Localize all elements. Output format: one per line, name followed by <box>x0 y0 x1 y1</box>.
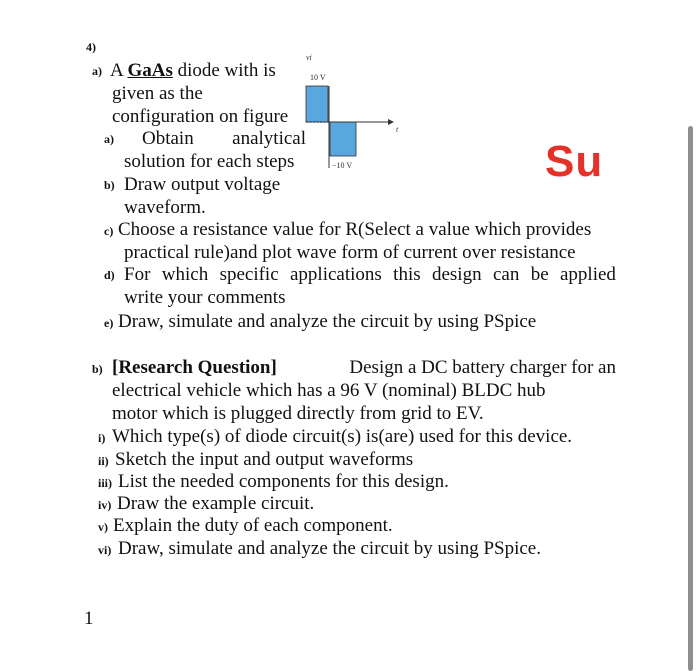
sub-d-word: be <box>530 264 549 285</box>
item-text-i: Which type(s) of diode circuit(s) is(are) used for this device. <box>112 426 573 447</box>
part-b-marker: b) <box>92 362 103 376</box>
part-b-line1-post: Design a DC battery charger for an <box>349 357 616 378</box>
sub-d-word: specific <box>219 264 279 285</box>
part-a-line1-pre: A <box>110 60 128 81</box>
item-marker-ii: ii) <box>98 454 109 468</box>
positive-pulse <box>306 86 328 122</box>
item-text-iii: List the needed components for this design. <box>118 471 449 492</box>
sub-a-line1 <box>142 128 306 150</box>
sub-a-marker: a) <box>104 132 114 146</box>
sub-d-marker: d) <box>104 268 115 282</box>
sub-a-word1: Obtain <box>142 128 194 149</box>
sub-d-line2: write your comments <box>124 287 286 308</box>
sub-e-line1: Draw, simulate and analyze the circuit by using PSpice <box>118 311 537 332</box>
brand-logo-fragment: Su <box>545 137 604 186</box>
sub-d-word: which <box>161 264 209 285</box>
part-a-marker: a) <box>92 64 102 78</box>
y-axis-label: vi <box>306 53 312 62</box>
item-text-v: Explain the duty of each component. <box>113 515 393 536</box>
x-axis-arrow-icon <box>388 119 394 125</box>
sub-d-word: For <box>124 264 151 285</box>
input-waveform-figure <box>296 50 406 178</box>
item-marker-iii: iii) <box>98 476 112 490</box>
sub-b-line1: Draw output voltage <box>124 174 281 195</box>
part-a-line1-post: diode with is <box>172 60 276 81</box>
positive-voltage-label: 10 V <box>310 73 326 82</box>
sub-d-word: applied <box>559 264 616 285</box>
sub-d-word: can <box>492 264 520 285</box>
item-marker-v: v) <box>98 520 108 534</box>
item-text-vi: Draw, simulate and analyze the circuit by using PSpice. <box>118 538 541 559</box>
sub-c-line1: Choose a resistance value for R(Select a value which provides <box>118 219 592 240</box>
sub-d-word: applications <box>290 264 382 285</box>
gaas-term: GaAs <box>127 60 173 81</box>
sub-a-line2: solution for each steps <box>124 151 295 172</box>
sub-a-word2: analytical <box>232 128 306 149</box>
sub-b-line2: waveform. <box>124 197 206 218</box>
item-text-iv: Draw the example circuit. <box>117 493 315 514</box>
sub-d-word: this <box>393 264 421 285</box>
negative-voltage-label: −10 V <box>332 161 353 170</box>
sub-c-marker: c) <box>104 224 114 238</box>
item-marker-iv: iv) <box>98 498 112 512</box>
sub-c-line2: practical rule)and plot wave form of current over resistance <box>124 242 576 263</box>
page-number: 1 <box>84 608 94 629</box>
part-a-line1 <box>110 60 276 82</box>
x-axis-label: t <box>396 125 399 134</box>
negative-pulse <box>330 122 356 156</box>
research-question-tag: [Research Question] <box>112 357 277 378</box>
part-b-line3: motor which is plugged directly from grid to EV. <box>112 403 484 424</box>
item-marker-i: i) <box>98 431 106 445</box>
sub-d-word: design <box>431 264 482 285</box>
sub-b-marker: b) <box>104 178 115 192</box>
vertical-scrollbar[interactable] <box>688 126 693 671</box>
part-b-line1 <box>112 357 616 379</box>
part-b-line2: electrical vehicle which has a 96 V (nominal) BLDC hub <box>112 380 546 401</box>
part-a-line2: given as the <box>112 83 203 104</box>
item-marker-vi: vi) <box>98 543 112 557</box>
question-number: 4) <box>86 40 96 54</box>
item-text-ii: Sketch the input and output waveforms <box>115 449 414 470</box>
sub-e-marker: e) <box>104 316 114 330</box>
part-a-line3: configuration on figure <box>112 106 289 127</box>
sub-d-line1 <box>124 264 616 286</box>
